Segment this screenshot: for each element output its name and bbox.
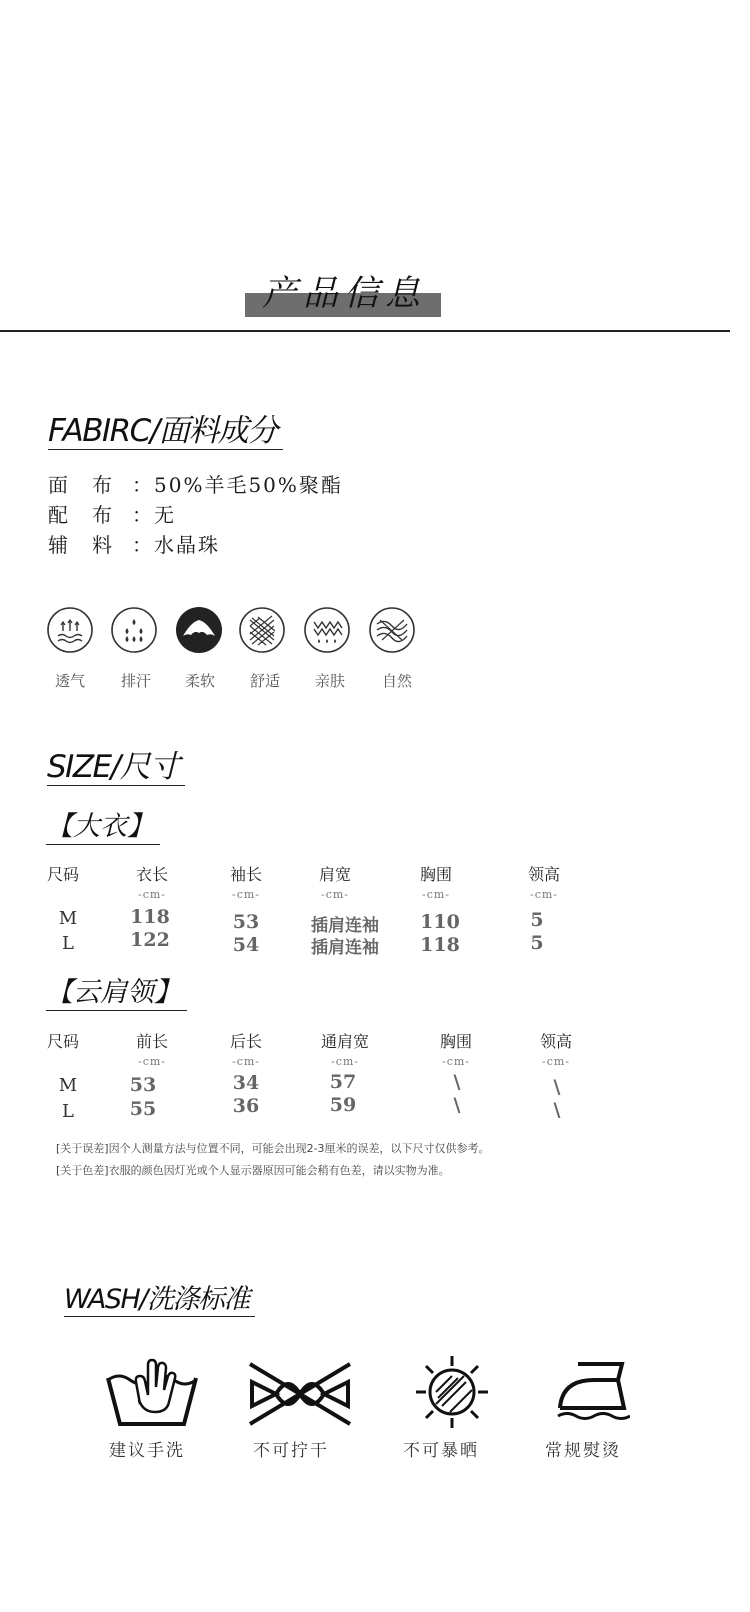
collar-header	[211, 1029, 281, 1068]
fabric-key: 配 布	[48, 503, 114, 527]
unit-label: -cm-	[441, 1055, 471, 1068]
table-cell: 54	[232, 934, 260, 956]
header-label: 尺码	[46, 865, 79, 884]
collar-header	[521, 1029, 591, 1068]
unit-label: -cm-	[231, 1055, 261, 1068]
table-cell: 插肩连袖	[311, 938, 379, 958]
header-label: 领高	[539, 1032, 572, 1051]
fabric-key: 辅 料	[48, 533, 114, 557]
table-cell: 53	[232, 911, 260, 933]
header-label: 领高	[527, 865, 560, 884]
fabric-sep: ：	[132, 473, 154, 497]
wash-heading: WASH/洗涤标准	[64, 1285, 255, 1317]
size-cell: L	[62, 1101, 74, 1122]
table-cell: 118	[420, 934, 460, 956]
fabric-row	[48, 499, 176, 528]
header-label: 通肩宽	[320, 1032, 369, 1051]
iron-icon	[556, 1356, 630, 1426]
feature-label: 透气	[54, 672, 85, 690]
feature-label: 排汗	[120, 672, 151, 690]
coat-header	[28, 862, 98, 885]
comfort-icon	[238, 606, 288, 654]
collar-header	[117, 1029, 187, 1068]
fabric-sep: ：	[132, 503, 154, 527]
collar-title: 【云肩领】	[46, 978, 187, 1011]
wash-label: 建议手洗	[109, 1441, 185, 1461]
table-cell: 110	[420, 911, 460, 933]
coat-header	[300, 862, 370, 901]
collar-header	[421, 1029, 491, 1068]
table-cell: 53	[129, 1074, 157, 1096]
wash-label: 不可拧干	[253, 1441, 329, 1461]
header-label: 胸围	[419, 865, 452, 884]
color-note: [关于色差]衣服的颜色因灯光或个人显示器原因可能会稍有色差，请以实物为准。	[56, 1164, 450, 1177]
unit-label: -cm-	[529, 888, 559, 901]
table-cell: 59	[329, 1094, 357, 1116]
table-cell: \	[453, 1071, 461, 1093]
table-cell: 122	[130, 929, 170, 951]
unit-label: -cm-	[541, 1055, 571, 1068]
fabric-value: 水晶珠	[154, 533, 220, 557]
fabric-row	[48, 469, 343, 498]
size-cell: M	[58, 908, 78, 929]
table-cell: 118	[130, 906, 170, 928]
header-label: 尺码	[46, 1032, 79, 1051]
no-sun-icon	[414, 1354, 490, 1430]
header-label: 肩宽	[318, 865, 351, 884]
fabric-value: 无	[154, 503, 176, 527]
table-cell: 36	[232, 1095, 260, 1117]
fabric-heading: FABIRC/面料成分	[48, 414, 283, 450]
unit-label: -cm-	[421, 888, 451, 901]
fabric-value: 50%羊毛50%聚酯	[154, 473, 343, 497]
fabric-key: 面 布	[48, 473, 114, 497]
size-cell: M	[58, 1075, 78, 1096]
table-cell: 5	[530, 932, 544, 954]
coat-header	[211, 862, 281, 901]
unit-label: -cm-	[330, 1055, 360, 1068]
sweat-wicking-icon	[110, 606, 160, 654]
table-cell: \	[553, 1076, 561, 1098]
table-cell: 插肩连袖	[311, 916, 379, 936]
header-label: 胸围	[439, 1032, 472, 1051]
feature-label: 亲肤	[314, 672, 345, 690]
coat-title: 【大衣】	[46, 812, 160, 845]
skin-friendly-icon	[303, 606, 353, 654]
fabric-sep: ：	[132, 533, 154, 557]
coat-header	[117, 862, 187, 901]
table-cell: \	[453, 1094, 461, 1116]
collar-header	[28, 1029, 98, 1052]
size-heading: SIZE/尺寸	[47, 750, 185, 786]
table-cell: 55	[129, 1098, 157, 1120]
unit-label: -cm-	[137, 888, 167, 901]
header-label: 袖长	[229, 865, 262, 884]
feature-label: 舒适	[249, 672, 280, 690]
header-divider	[0, 330, 730, 332]
header-label: 后长	[229, 1032, 262, 1051]
table-cell: 57	[329, 1071, 357, 1093]
no-wring-icon	[246, 1360, 354, 1428]
wash-label: 常规熨烫	[545, 1441, 621, 1461]
table-cell: 5	[530, 909, 544, 931]
table-cell: 34	[232, 1072, 260, 1094]
header-label: 前长	[135, 1032, 168, 1051]
feature-label: 柔软	[184, 672, 215, 690]
table-cell: \	[553, 1099, 561, 1121]
collar-header	[300, 1029, 390, 1068]
fabric-row	[48, 529, 220, 558]
coat-header	[401, 862, 471, 901]
header-label: 衣长	[135, 865, 168, 884]
page-title: 产品信息	[262, 274, 427, 314]
breathable-icon	[46, 606, 96, 654]
unit-label: -cm-	[320, 888, 350, 901]
size-cell: L	[62, 933, 74, 954]
wash-label: 不可暴晒	[403, 1441, 479, 1461]
natural-icon	[368, 606, 418, 654]
soft-icon	[175, 606, 225, 654]
error-note: [关于误差]因个人测量方法与位置不同，可能会出现2-3厘米的误差，以下尺寸仅供参考。	[56, 1142, 490, 1155]
feature-label: 自然	[381, 672, 412, 690]
coat-header	[509, 862, 579, 901]
unit-label: -cm-	[137, 1055, 167, 1068]
hand-wash-icon	[106, 1352, 198, 1428]
unit-label: -cm-	[231, 888, 261, 901]
